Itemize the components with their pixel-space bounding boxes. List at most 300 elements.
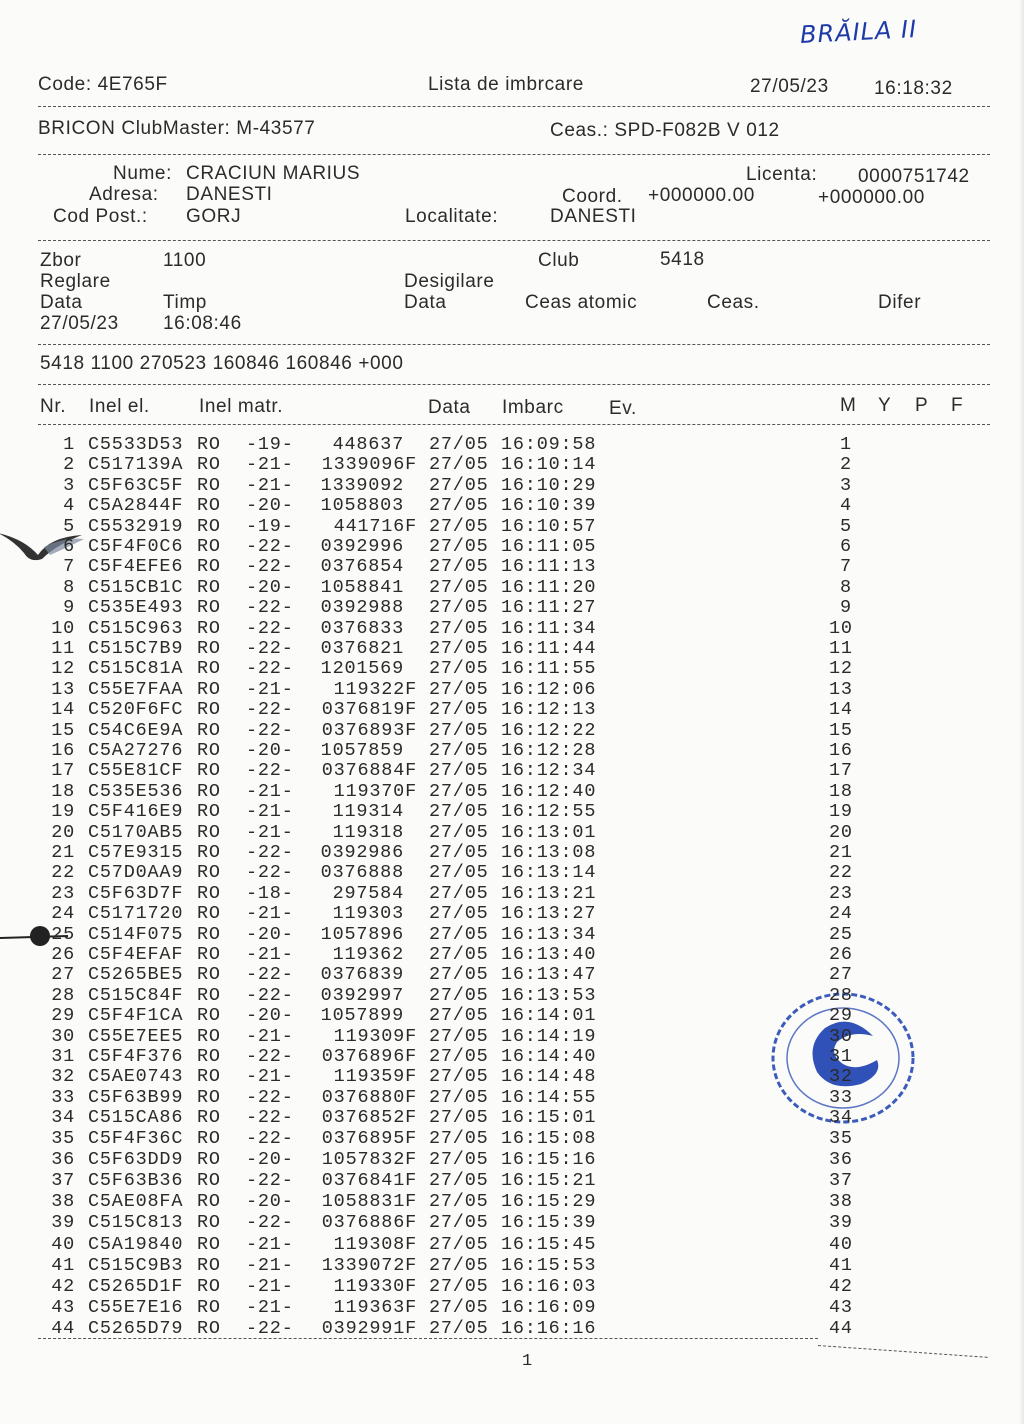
cell-inel-matr: 0392986 — [320, 842, 404, 863]
table-row — [0, 1107, 1024, 1127]
cell-inel-matr: 119363F — [333, 1297, 417, 1319]
reglare-label: Reglare — [40, 271, 111, 292]
cell-date: 27/05 — [429, 801, 489, 823]
cell-inel-el: C5AE08FA — [88, 1191, 184, 1213]
cell-country: RO — [197, 1170, 221, 1191]
cell-inel-el: C57E9315 — [88, 842, 184, 863]
cell-date: 27/05 — [429, 556, 489, 578]
cell-time: 16:13:01 — [501, 821, 597, 843]
table-row — [0, 1026, 1024, 1046]
cell-date: 27/05 — [429, 576, 489, 598]
cell-inel-matr: 1057899 — [320, 1005, 404, 1027]
cell-inel-matr: 441716F — [333, 515, 417, 537]
cell-inel-matr: 0392991F — [321, 1318, 417, 1340]
cell-year: -22- — [246, 1318, 294, 1340]
cell-inel-matr: 119318 — [332, 821, 404, 843]
col-data: Data — [428, 397, 471, 418]
print-date: 27/05/23 — [750, 76, 829, 97]
cell-inel-matr: 0376839 — [320, 964, 404, 986]
cell-inel-matr: 0392997 — [320, 984, 404, 1006]
cell-inel-el: C515CB1C — [88, 576, 184, 598]
cell-year: -21- — [246, 1254, 294, 1276]
divider — [818, 1345, 988, 1358]
cell-nr: 27 — [51, 964, 75, 986]
cell-nr: 25 — [51, 923, 75, 945]
cell-country: RO — [197, 1046, 221, 1067]
cell-year: -21- — [246, 454, 294, 476]
cell-inel-el: C5265D1F — [88, 1276, 184, 1297]
document-title: Lista de imbrcare — [428, 74, 584, 95]
cell-time: 16:15:29 — [501, 1191, 597, 1213]
cell-inel-el: C514F075 — [88, 923, 184, 945]
table-row — [0, 740, 1024, 760]
cell-rank: 29 — [829, 1005, 853, 1027]
cell-rank: 11 — [829, 638, 853, 659]
cell-year: -20- — [246, 1191, 294, 1213]
ceas-label: Ceas. — [707, 292, 760, 313]
cell-date: 27/05 — [429, 1148, 489, 1170]
cell-time: 16:13:27 — [501, 903, 597, 925]
table-row — [0, 985, 1024, 1005]
cell-inel-el: C5A19840 — [88, 1233, 184, 1255]
cell-rank: 10 — [829, 617, 853, 639]
cell-nr: 18 — [51, 780, 75, 802]
table-row — [0, 495, 1024, 515]
table-row — [0, 516, 1024, 536]
cell-country: RO — [197, 1127, 221, 1149]
cell-country: RO — [197, 1086, 221, 1108]
cell-date: 27/05 — [429, 1318, 489, 1340]
cell-inel-el: C5F4EFE6 — [88, 556, 184, 578]
cell-nr: 40 — [51, 1233, 75, 1255]
col-y: Y — [878, 395, 892, 416]
club-value: 5418 — [660, 249, 705, 270]
cell-inel-el: C5A2844F — [88, 495, 184, 517]
cell-country: RO — [197, 1148, 221, 1170]
cell-nr: 6 — [63, 536, 75, 557]
cell-nr: 32 — [51, 1066, 75, 1088]
cell-date: 27/05 — [429, 780, 489, 802]
cell-date: 27/05 — [429, 1276, 489, 1297]
cell-inel-matr: 0392988 — [320, 597, 404, 619]
cell-nr: 43 — [51, 1297, 75, 1319]
cell-date: 27/05 — [429, 944, 489, 965]
cell-time: 16:12:40 — [501, 780, 597, 802]
cell-year: -22- — [246, 638, 294, 659]
coord-2: +000000.00 — [818, 187, 925, 208]
cell-time: 16:13:08 — [501, 842, 597, 863]
cell-year: -22- — [246, 699, 294, 721]
locality-label: Localitate: — [405, 206, 499, 227]
cell-rank: 26 — [829, 944, 853, 965]
owner-license: 0000751742 — [858, 166, 970, 187]
print-time: 16:18:32 — [874, 78, 953, 99]
cell-year: -22- — [246, 556, 294, 578]
cell-nr: 17 — [51, 760, 75, 782]
cell-rank: 43 — [829, 1297, 853, 1319]
cell-inel-el: C5532919 — [88, 515, 184, 537]
cell-nr: 19 — [51, 801, 75, 823]
cell-time: 16:14:55 — [501, 1086, 597, 1108]
table-row — [0, 801, 1024, 821]
reglare-time: 16:08:46 — [163, 313, 242, 334]
cell-inel-el: C517139A — [88, 454, 184, 476]
cell-date: 27/05 — [429, 495, 489, 517]
table-row — [0, 720, 1024, 740]
cell-date: 27/05 — [429, 1254, 489, 1276]
cell-time: 16:10:39 — [501, 495, 597, 517]
table-row — [0, 618, 1024, 638]
cell-inel-matr: 119314 — [332, 801, 404, 823]
table-row — [0, 883, 1024, 903]
cell-nr: 26 — [51, 944, 75, 965]
cell-time: 16:11:44 — [501, 638, 597, 659]
cell-inel-el: C5F4F1CA — [88, 1005, 184, 1027]
zbor-value: 1100 — [163, 250, 207, 271]
cell-inel-matr: 0392996 — [320, 536, 404, 557]
table-row — [0, 577, 1024, 597]
cell-nr: 23 — [51, 882, 75, 904]
divider — [38, 384, 990, 385]
cell-date: 27/05 — [429, 760, 489, 782]
cell-year: -21- — [246, 1066, 294, 1088]
cell-inel-matr: 119359F — [333, 1066, 417, 1088]
clubmaster-id: BRICON ClubMaster: M-43577 — [38, 118, 316, 139]
table-row — [0, 699, 1024, 719]
page-number: 1 — [522, 1352, 533, 1371]
reglare-date: 27/05/23 — [40, 313, 119, 334]
cell-time: 16:12:34 — [501, 760, 597, 782]
cell-time: 16:12:22 — [501, 719, 597, 741]
cell-country: RO — [197, 454, 221, 476]
cell-inel-matr: 0376854 — [320, 556, 404, 578]
cell-nr: 31 — [51, 1046, 75, 1067]
cell-date: 27/05 — [429, 964, 489, 986]
cell-country: RO — [197, 882, 221, 904]
cell-country: RO — [197, 944, 221, 965]
cell-time: 16:09:58 — [501, 434, 597, 455]
cell-rank: 21 — [829, 842, 853, 863]
cell-date: 27/05 — [429, 923, 489, 945]
cell-nr: 9 — [63, 597, 75, 619]
cell-nr: 29 — [51, 1005, 75, 1027]
cell-time: 16:12:55 — [501, 801, 597, 823]
cell-year: -22- — [246, 1127, 294, 1149]
cell-year: -22- — [246, 1212, 294, 1234]
cell-time: 16:14:48 — [501, 1066, 597, 1088]
cell-inel-el: C515C813 — [88, 1212, 184, 1234]
cell-date: 27/05 — [429, 842, 489, 863]
cell-rank: 2 — [840, 454, 852, 476]
cell-country: RO — [197, 1276, 221, 1297]
cell-date: 27/05 — [429, 434, 489, 455]
cell-time: 16:13:21 — [501, 882, 597, 904]
cell-inel-el: C515CA86 — [88, 1107, 184, 1129]
cell-inel-el: C5AE0743 — [88, 1066, 184, 1088]
cell-date: 27/05 — [429, 882, 489, 904]
cell-rank: 38 — [829, 1191, 853, 1213]
cell-year: -21- — [246, 944, 294, 965]
cell-inel-el: C5533D53 — [88, 434, 184, 455]
cell-country: RO — [197, 536, 221, 557]
cell-rank: 8 — [840, 576, 852, 598]
cell-inel-matr: 0376841F — [321, 1170, 417, 1191]
col-inel-matr: Inel matr. — [199, 396, 284, 417]
cell-inel-matr: 1339072F — [321, 1254, 417, 1276]
clock-id: Ceas.: SPD-F082B V 012 — [550, 120, 780, 141]
cell-rank: 17 — [829, 760, 853, 782]
cell-country: RO — [197, 576, 221, 598]
table-row — [0, 862, 1024, 882]
cell-date: 27/05 — [429, 617, 489, 639]
cell-nr: 15 — [51, 719, 75, 741]
cell-inel-matr: 119330F — [333, 1276, 417, 1297]
cell-year: -22- — [246, 1046, 294, 1067]
cell-inel-matr: 0376852F — [321, 1107, 417, 1129]
cell-inel-el: C54C6E9A — [88, 719, 184, 741]
cell-year: -22- — [246, 984, 294, 1006]
table-row — [0, 1234, 1024, 1254]
cell-inel-matr: 1339096F — [321, 454, 417, 476]
cell-rank: 44 — [829, 1318, 853, 1340]
cell-rank: 41 — [829, 1254, 853, 1276]
cell-inel-matr: 1058841 — [320, 576, 404, 598]
table-row — [0, 1318, 1024, 1338]
cell-nr: 7 — [63, 556, 75, 578]
cell-inel-el: C5F4F0C6 — [88, 536, 184, 557]
cell-nr: 44 — [51, 1318, 75, 1340]
cell-country: RO — [197, 434, 221, 455]
cell-nr: 24 — [51, 903, 75, 925]
cell-inel-matr: 119309F — [333, 1025, 417, 1047]
cell-date: 27/05 — [429, 1233, 489, 1255]
cell-inel-el: C5F63B99 — [88, 1086, 184, 1108]
cell-year: -21- — [246, 821, 294, 843]
owner-locality: DANESTI — [550, 206, 637, 227]
cell-rank: 1 — [840, 434, 852, 455]
cell-rank: 27 — [829, 964, 853, 986]
cell-year: -22- — [246, 658, 294, 680]
cell-time: 16:13:14 — [501, 862, 597, 884]
cell-inel-el: C5265D79 — [88, 1318, 184, 1340]
cell-country: RO — [197, 842, 221, 863]
cell-rank: 42 — [829, 1276, 853, 1297]
cell-inel-el: C5F4F36C — [88, 1127, 184, 1149]
table-row — [0, 1066, 1024, 1086]
cell-inel-matr: 0376880F — [321, 1086, 417, 1108]
cell-date: 27/05 — [429, 1212, 489, 1234]
cell-rank: 7 — [840, 556, 852, 578]
cell-time: 16:16:09 — [501, 1297, 597, 1319]
cell-time: 16:15:21 — [501, 1170, 597, 1191]
cell-inel-matr: 0376886F — [321, 1212, 417, 1234]
cell-rank: 25 — [829, 923, 853, 945]
cell-time: 16:10:29 — [501, 474, 597, 496]
cell-rank: 12 — [829, 658, 853, 680]
table-row — [0, 842, 1024, 862]
cell-date: 27/05 — [429, 658, 489, 680]
cell-inel-matr: 0376893F — [321, 719, 417, 741]
cell-time: 16:10:14 — [501, 454, 597, 476]
cell-year: -20- — [246, 923, 294, 945]
cell-country: RO — [197, 760, 221, 782]
difer-label: Difer — [878, 292, 922, 313]
cell-inel-el: C5F63C5F — [88, 474, 184, 496]
col-m: M — [840, 395, 857, 416]
club-label: Club — [538, 250, 580, 271]
cell-year: -21- — [246, 903, 294, 925]
cell-year: -21- — [246, 1025, 294, 1047]
cell-country: RO — [197, 556, 221, 578]
cell-inel-matr: 1058803 — [320, 495, 404, 517]
cell-rank: 39 — [829, 1212, 853, 1234]
cell-inel-matr: 0376819F — [321, 699, 417, 721]
cell-country: RO — [197, 923, 221, 945]
cell-country: RO — [197, 801, 221, 823]
cell-time: 16:14:19 — [501, 1025, 597, 1047]
cell-time: 16:11:13 — [501, 556, 597, 578]
cell-nr: 33 — [51, 1086, 75, 1108]
cell-inel-el: C515C84F — [88, 984, 184, 1006]
table-row — [0, 822, 1024, 842]
cell-date: 27/05 — [429, 1170, 489, 1191]
cell-rank: 36 — [829, 1148, 853, 1170]
cell-nr: 22 — [51, 862, 75, 884]
cell-rank: 30 — [829, 1025, 853, 1047]
table-row — [0, 597, 1024, 617]
cell-inel-matr: 1201569 — [320, 658, 404, 680]
cell-country: RO — [197, 597, 221, 619]
cell-inel-matr: 297584 — [332, 882, 404, 904]
cell-year: -21- — [246, 1297, 294, 1319]
cell-rank: 6 — [840, 536, 852, 557]
table-row — [0, 1276, 1024, 1296]
cell-year: -22- — [246, 862, 294, 884]
cell-nr: 8 — [63, 576, 75, 598]
cell-date: 27/05 — [429, 719, 489, 741]
table-row — [0, 1149, 1024, 1169]
data2-label: Data — [404, 292, 447, 313]
cell-date: 27/05 — [429, 1191, 489, 1213]
cell-time: 16:11:27 — [501, 597, 597, 619]
cell-inel-matr: 119308F — [333, 1233, 417, 1255]
cell-inel-matr: 119362 — [332, 944, 404, 965]
cell-rank: 28 — [829, 984, 853, 1006]
summary-line: 5418 1100 270523 160846 160846 +000 — [40, 353, 404, 374]
cell-country: RO — [197, 515, 221, 537]
cell-rank: 24 — [829, 903, 853, 925]
cell-inel-matr: 1339092 — [320, 474, 404, 496]
cell-time: 16:14:40 — [501, 1046, 597, 1067]
col-f: F — [951, 395, 964, 416]
table-row — [0, 1191, 1024, 1211]
cell-inel-el: C515C7B9 — [88, 638, 184, 659]
cell-country: RO — [197, 658, 221, 680]
col-ev: Ev. — [609, 398, 637, 419]
cell-inel-el: C520F6FC — [88, 699, 184, 721]
table-row — [0, 536, 1024, 556]
table-row — [0, 1087, 1024, 1107]
cell-rank: 18 — [829, 780, 853, 802]
divider — [38, 424, 990, 425]
cell-rank: 31 — [829, 1046, 853, 1067]
cell-rank: 22 — [829, 862, 853, 884]
cell-year: -22- — [246, 536, 294, 557]
table-row — [0, 679, 1024, 699]
cell-time: 16:11:34 — [501, 617, 597, 639]
cell-time: 16:11:05 — [501, 536, 597, 557]
cell-inel-el: C535E536 — [88, 780, 184, 802]
cell-country: RO — [197, 780, 221, 802]
cell-year: -21- — [246, 1233, 294, 1255]
cell-country: RO — [197, 495, 221, 517]
cell-inel-el: C515C963 — [88, 617, 184, 639]
cell-rank: 37 — [829, 1170, 853, 1191]
cell-rank: 34 — [829, 1107, 853, 1129]
col-p: P — [915, 395, 929, 416]
cell-time: 16:13:47 — [501, 964, 597, 986]
cell-nr: 39 — [51, 1212, 75, 1234]
cell-time: 16:15:08 — [501, 1127, 597, 1149]
cell-date: 27/05 — [429, 984, 489, 1006]
cell-date: 27/05 — [429, 1005, 489, 1027]
cell-inel-el: C535E493 — [88, 597, 184, 619]
table-row — [0, 1046, 1024, 1066]
cell-nr: 20 — [51, 821, 75, 843]
cell-inel-matr: 1057832F — [321, 1148, 417, 1170]
cell-rank: 32 — [829, 1066, 853, 1088]
cell-year: -21- — [246, 1276, 294, 1297]
divider — [38, 154, 990, 155]
postal-label: Cod Post.: — [53, 206, 148, 227]
ceas-atomic-label: Ceas atomic — [525, 292, 638, 313]
cell-inel-el: C5F63DD9 — [88, 1148, 184, 1170]
cell-rank: 13 — [829, 678, 853, 700]
cell-date: 27/05 — [429, 474, 489, 496]
cell-nr: 41 — [51, 1254, 75, 1276]
cell-date: 27/05 — [429, 1046, 489, 1067]
cell-country: RO — [197, 638, 221, 659]
cell-inel-el: C5F416E9 — [88, 801, 184, 823]
cell-nr: 35 — [51, 1127, 75, 1149]
cell-country: RO — [197, 984, 221, 1006]
cell-date: 27/05 — [429, 1297, 489, 1319]
cell-nr: 42 — [51, 1276, 75, 1297]
cell-year: -22- — [246, 842, 294, 863]
cell-inel-matr: 1057896 — [320, 923, 404, 945]
name-label: Nume: — [113, 163, 172, 184]
cell-inel-el: C5F4EFAF — [88, 944, 184, 965]
cell-inel-matr: 1057859 — [320, 740, 404, 761]
cell-rank: 20 — [829, 821, 853, 843]
cell-year: -19- — [246, 434, 294, 455]
table-row — [0, 964, 1024, 984]
cell-country: RO — [197, 1233, 221, 1255]
cell-nr: 11 — [51, 638, 75, 659]
cell-year: -21- — [246, 780, 294, 802]
cell-time: 16:16:03 — [501, 1276, 597, 1297]
cell-date: 27/05 — [429, 821, 489, 843]
cell-inel-el: C55E7FAA — [88, 678, 184, 700]
cell-date: 27/05 — [429, 1107, 489, 1129]
cell-nr: 10 — [51, 617, 75, 639]
cell-inel-matr: 448637 — [332, 434, 404, 455]
cell-date: 27/05 — [429, 678, 489, 700]
divider — [38, 106, 990, 107]
cell-nr: 12 — [51, 658, 75, 680]
cell-nr: 13 — [51, 678, 75, 700]
cell-year: -22- — [246, 964, 294, 986]
